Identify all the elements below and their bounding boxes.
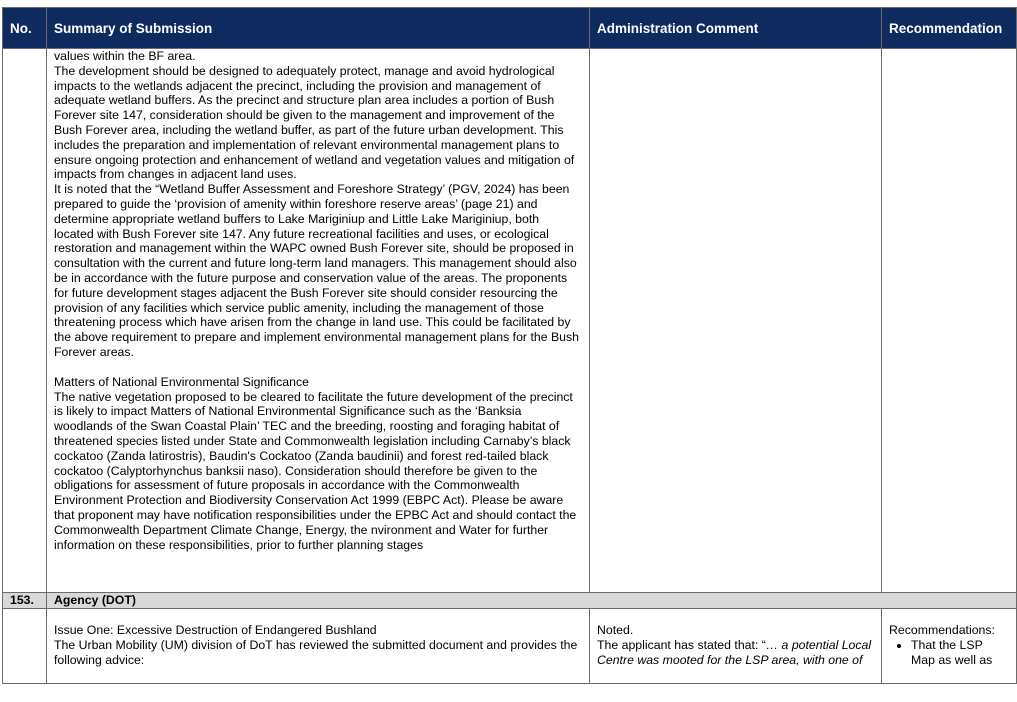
cell-admin-next xyxy=(590,609,882,684)
recommendation-item: • That the LSP Map as well as xyxy=(911,638,1009,668)
cell-summary-next xyxy=(47,609,590,684)
header-admin-comment: Administration Comment xyxy=(590,8,882,49)
header-recommendation: Recommendation xyxy=(882,8,1017,49)
recommendation-heading: Recommendations: xyxy=(889,623,995,637)
cell-summary-continued xyxy=(47,49,590,593)
table-row-continued xyxy=(3,49,1017,593)
table-header-row xyxy=(3,8,1017,49)
cell-admin-continued xyxy=(590,49,882,593)
summary-paragraph: It is noted that the “Wetland Buffer Assessment and Foreshore Strategy’ (PGV, 2024) has been prepared to guide the ‘provision of amenity within foreshore reserve areas’ (page 21) and determine appropriate wetland buffers to Lake Mariginiup and Little Lake Mariginiup, both located with Bush Forever site 147. Any future recreational facilities and uses, or ecological restoration and management within the WAPC owned Bush Forever site, should be proposed in consultation with the current and future long-term land managers. This management should also be in accordance with the future purpose and conservation value of the areas. The proponents for future development stages adjacent the Bush Forever site should consider resourcing the provision of any facilities which service public amenity, including the management of those threatening process which have arisen from the change in land use. This could be facilitated by the above requirement to prepare and implement environmental management plans for the Bush Forever areas. xyxy=(54,182,579,359)
summary-paragraph: The development should be designed to adequately protect, manage and avoid hydrological impacts to the wetlands adjacent the precinct, including the provision and management of adequate wetland buffers. As the precinct and structure plan area includes a portion of Bush Forever site 147, consideration should be given to the management and improvement of the Bush Forever area, including the wetland buffer, as part of the future urban development. This includes the preparation and implementation of relevant environmental management plans to ensure ongoing protection and enhancement of wetland and vegetation values and mitigation of impacts from changes in adjacent land uses. xyxy=(54,63,575,182)
cell-no-continued xyxy=(3,49,47,593)
cell-recommendation-next xyxy=(882,609,1017,684)
cell-no-next xyxy=(3,609,47,684)
row-number: 153. xyxy=(3,593,47,609)
table-row-next xyxy=(3,609,1017,684)
admin-prefix: The applicant has stated that: “ xyxy=(597,637,766,652)
recommendation-list xyxy=(889,638,1009,668)
summary-paragraph: values within the BF area. xyxy=(54,49,196,63)
issue-heading: Issue One: Excessive Destruction of Endangered Bushland xyxy=(54,623,377,637)
agency-label: Agency (DOT) xyxy=(47,593,1017,609)
admin-quote: … a potential Local Centre was mooted for the LSP area, with one of xyxy=(597,637,872,667)
header-no: No. xyxy=(3,8,47,49)
section-heading: Matters of National Environmental Significance xyxy=(54,374,309,389)
issue-text: The Urban Mobility (UM) division of DoT has reviewed the submitted document and provides the following advice: xyxy=(54,637,578,667)
submissions-table xyxy=(2,7,1017,684)
admin-noted: Noted. xyxy=(597,623,634,637)
summary-paragraph: The native vegetation proposed to be cleared to facilitate the future development of the precinct is likely to impact Matters of National Environmental Significance such as the ‘Banksia woodlands of the Swan Coastal Plain’ TEC and the breeding, roosting and foraging habitat of threatened species listed under State and Commonwealth legislation including Carnaby’s black cockatoo (Zanda latirostris), Baudin's Cockatoo (Zanda baudinii) and forest red-tailed black cockatoo (Calyptorhynchus banksii naso). Consideration should therefore be given to the obligations for assessment of future proposals in accordance with the Commonwealth Environment Protection and Biodiversity Conservation Act 1999 (EBPC Act). Please be aware that proponent may have notification responsibilities under the EPBC Act and should contact the Commonwealth Department Climate Change, Energy, the nvironment and Water for further information on these responsibilities, prior to further planning stages xyxy=(54,389,577,552)
cell-recommendation-continued xyxy=(882,49,1017,593)
admin-comment-text xyxy=(597,638,874,668)
table-row-agency xyxy=(3,593,1017,609)
header-summary: Summary of Submission xyxy=(47,8,590,49)
